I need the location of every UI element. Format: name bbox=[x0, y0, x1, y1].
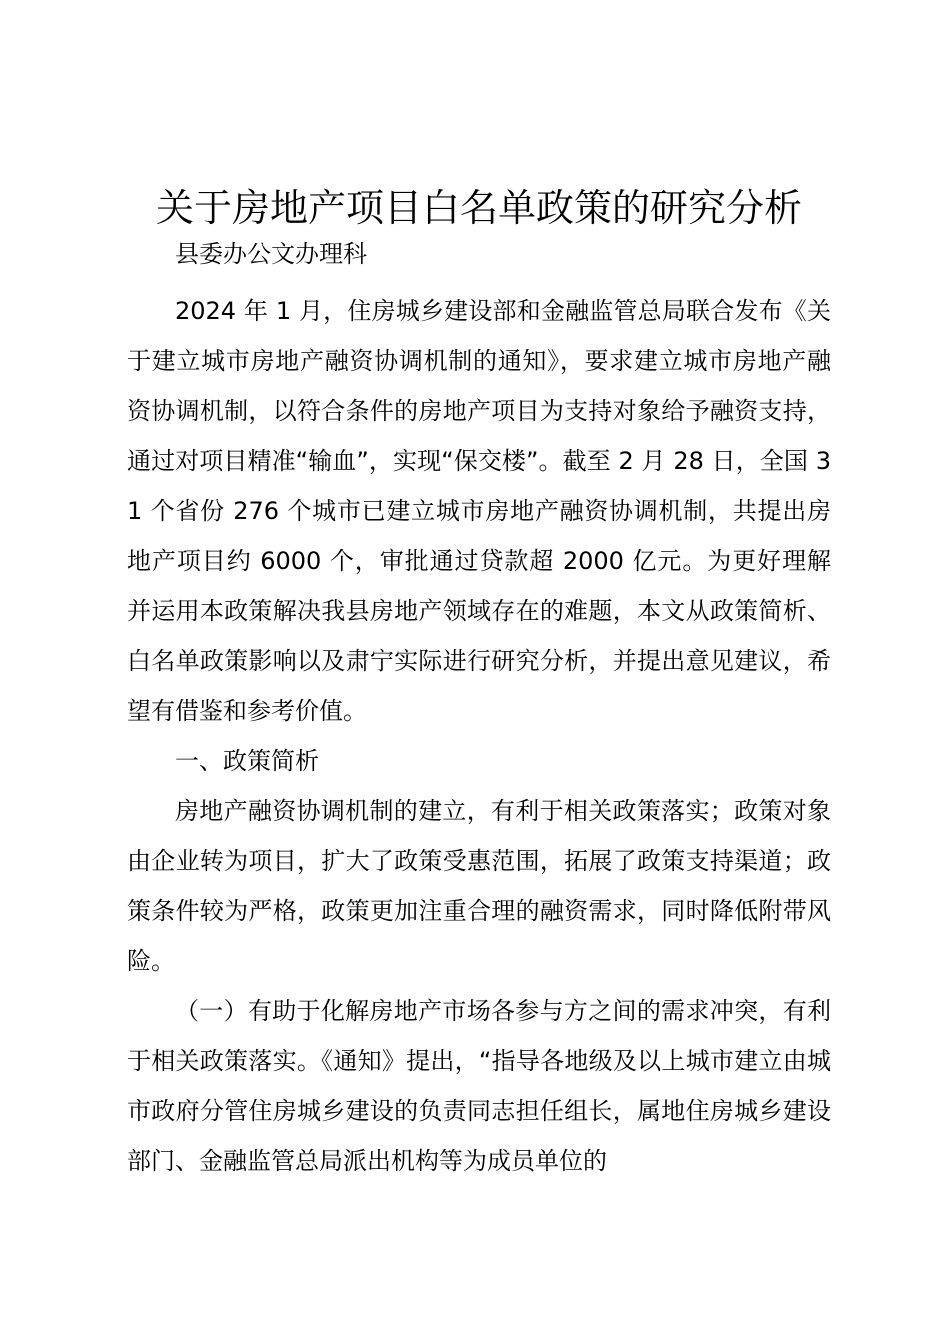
paragraph-policy-summary: 房地产融资协调机制的建立，有利于相关政策落实；政策对象由企业转为项目，扩大了政策受惠范围，拓展了政策支持渠道；政策条件较为严格，政策更加注重合理的融资需求，同时降低附带风险。 bbox=[127, 797, 831, 975]
document-author: 县委办公文办理科 bbox=[175, 240, 367, 268]
document-body bbox=[127, 180, 831, 1186]
document-title: 关于房地产项目白名单政策的研究分析 bbox=[155, 186, 802, 230]
paragraph-subsection-one: （一）有助于化解房地产市场各参与方之间的需求冲突，有利于相关政策落实。《通知》提出，“指导各地级及以上城市建立由城市政府分管住房城乡建设的负责同志担任组长，属地住房城乡建设部门、金融监管总局派出机构等为成员单位的 bbox=[127, 997, 831, 1175]
paragraph-intro: 2024 年 1 月，住房城乡建设部和金融监管总局联合发布《关于建立城市房地产融资协调机制的通知》，要求建立城市房地产融资协调机制，以符合条件的房地产项目为支持对象给予融资支持，通过对项目精准“输血”，实现“保交楼”。截至 2 月 28 日，全国 31 个省份 276 个城市已建立城市房地产融资协调机制，共提出房地产项目约 6000 个，审批通过贷款超 2000 亿元。为更好理解并运用本政策解决我县房地产领域存在的难题，本文从政策简析、白名单政策影响以及肃宁实际进行研究分析，并提出意见建议，希望有借鉴和参考价值。 bbox=[127, 297, 831, 725]
section-heading-policy-analysis: 一、政策简析 bbox=[175, 747, 319, 775]
